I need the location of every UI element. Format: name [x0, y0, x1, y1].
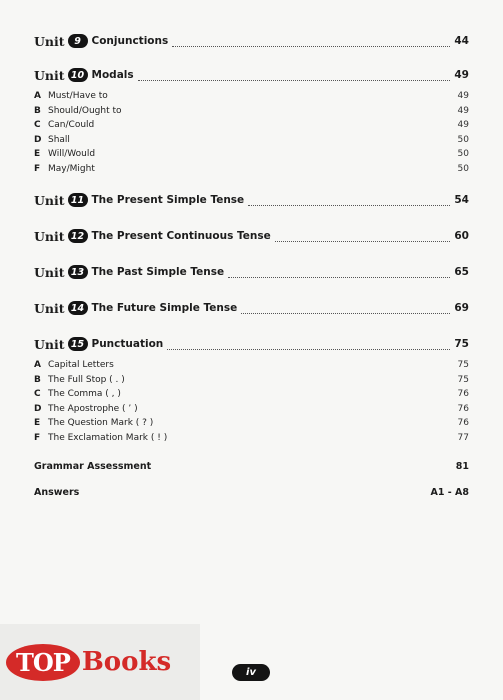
unit-title: The Present Continuous Tense	[91, 230, 271, 242]
unit-page-number: 75	[454, 338, 469, 350]
subsection-letter: F	[34, 163, 41, 174]
subsection-title: Must/Have to	[48, 91, 108, 102]
subsection-letter: C	[34, 120, 41, 131]
unit-12-heading	[34, 226, 469, 246]
subsection-letter: D	[34, 134, 42, 145]
unit-title: The Present Simple Tense	[91, 194, 245, 206]
unit-title: Punctuation	[91, 338, 164, 350]
unit-page-number: 60	[454, 230, 469, 242]
unit-10-subsections	[34, 89, 469, 176]
logo-books-text: Books	[81, 647, 172, 677]
dot-leader	[228, 277, 450, 278]
unit-page-number: 65	[454, 266, 469, 278]
subsection-page: 49	[457, 120, 469, 131]
subsection-item	[34, 162, 469, 177]
subsection-title: Capital Letters	[48, 360, 114, 371]
subsection-title: The Comma ( , )	[48, 389, 121, 400]
answers-page: A1 - A8	[430, 486, 469, 498]
subsection-title: May/Might	[48, 163, 95, 174]
dot-leader	[275, 241, 451, 242]
unit-number-badge: 10	[68, 68, 88, 82]
subsection-page: 49	[457, 105, 469, 116]
answers-entry	[34, 484, 469, 500]
unit-number-badge: 11	[68, 193, 88, 207]
subsection-item	[34, 104, 469, 119]
page-number-badge: iv	[232, 664, 270, 681]
dot-leader	[167, 349, 450, 350]
subsection-item	[34, 358, 469, 373]
subsection-page: 75	[457, 374, 469, 385]
subsection-item	[34, 89, 469, 104]
subsection-letter: B	[34, 374, 41, 385]
unit-number-badge: 9	[68, 34, 88, 48]
subsection-item	[34, 118, 469, 133]
unit-page-number: 49	[454, 69, 469, 81]
unit-number-badge: 13	[68, 265, 88, 279]
subsection-item	[34, 402, 469, 417]
subsection-page: 76	[457, 418, 469, 429]
unit-11-heading	[34, 190, 469, 210]
subsection-page: 75	[457, 360, 469, 371]
unit-9-heading	[34, 31, 469, 51]
subsection-title: The Apostrophe ( ’ )	[48, 403, 138, 414]
unit-title: The Future Simple Tense	[91, 302, 238, 314]
subsection-letter: A	[34, 91, 41, 102]
subsection-page: 50	[457, 149, 469, 160]
topbooks-logo	[0, 624, 200, 700]
logo-top-text: TOP	[6, 644, 80, 681]
subsection-title: Can/Could	[48, 120, 95, 131]
subsection-letter: E	[34, 149, 41, 160]
subsection-item	[34, 147, 469, 162]
unit-number-badge: 15	[68, 337, 88, 351]
subsection-title: Should/Ought to	[48, 105, 122, 116]
subsection-title: Will/Would	[48, 149, 96, 160]
dot-leader	[241, 313, 450, 314]
unit-label: Unit	[34, 300, 65, 316]
subsection-title: The Full Stop ( . )	[48, 374, 125, 385]
subsection-title: The Exclamation Mark ( ! )	[48, 432, 168, 443]
unit-number-badge: 14	[68, 301, 88, 315]
unit-14-heading	[34, 298, 469, 318]
subsection-item	[34, 416, 469, 431]
unit-label: Unit	[34, 336, 65, 352]
unit-page-number: 54	[454, 194, 469, 206]
unit-label: Unit	[34, 33, 65, 49]
unit-10-heading	[34, 65, 469, 85]
unit-title: The Past Simple Tense	[91, 266, 225, 278]
unit-15-subsections	[34, 358, 469, 445]
unit-label: Unit	[34, 67, 65, 83]
subsection-page: 77	[457, 432, 469, 443]
subsection-page: 76	[457, 389, 469, 400]
subsection-page: 50	[457, 163, 469, 174]
unit-label: Unit	[34, 264, 65, 280]
unit-label: Unit	[34, 228, 65, 244]
subsection-page: 49	[457, 91, 469, 102]
subsection-title: The Question Mark ( ? )	[48, 418, 154, 429]
unit-page-number: 44	[454, 35, 469, 47]
dot-leader	[172, 46, 450, 47]
dot-leader	[138, 80, 451, 81]
unit-page-number: 69	[454, 302, 469, 314]
unit-13-heading	[34, 262, 469, 282]
answers-label: Answers	[34, 486, 80, 498]
subsection-page: 76	[457, 403, 469, 414]
dot-leader	[248, 205, 450, 206]
unit-number-badge: 12	[68, 229, 88, 243]
subsection-letter: C	[34, 389, 41, 400]
grammar-assessment-entry	[34, 458, 469, 474]
subsection-letter: E	[34, 418, 41, 429]
subsection-item	[34, 431, 469, 446]
unit-title: Modals	[91, 69, 134, 81]
subsection-item	[34, 133, 469, 148]
subsection-letter: D	[34, 403, 42, 414]
subsection-letter: F	[34, 432, 41, 443]
subsection-page: 50	[457, 134, 469, 145]
subsection-item	[34, 373, 469, 388]
grammar-assessment-page: 81	[455, 460, 469, 472]
unit-label: Unit	[34, 192, 65, 208]
subsection-item	[34, 387, 469, 402]
grammar-assessment-label: Grammar Assessment	[34, 460, 152, 472]
subsection-letter: B	[34, 105, 41, 116]
subsection-letter: A	[34, 360, 41, 371]
unit-15-heading	[34, 334, 469, 354]
subsection-title: Shall	[48, 134, 70, 145]
unit-title: Conjunctions	[91, 35, 169, 47]
